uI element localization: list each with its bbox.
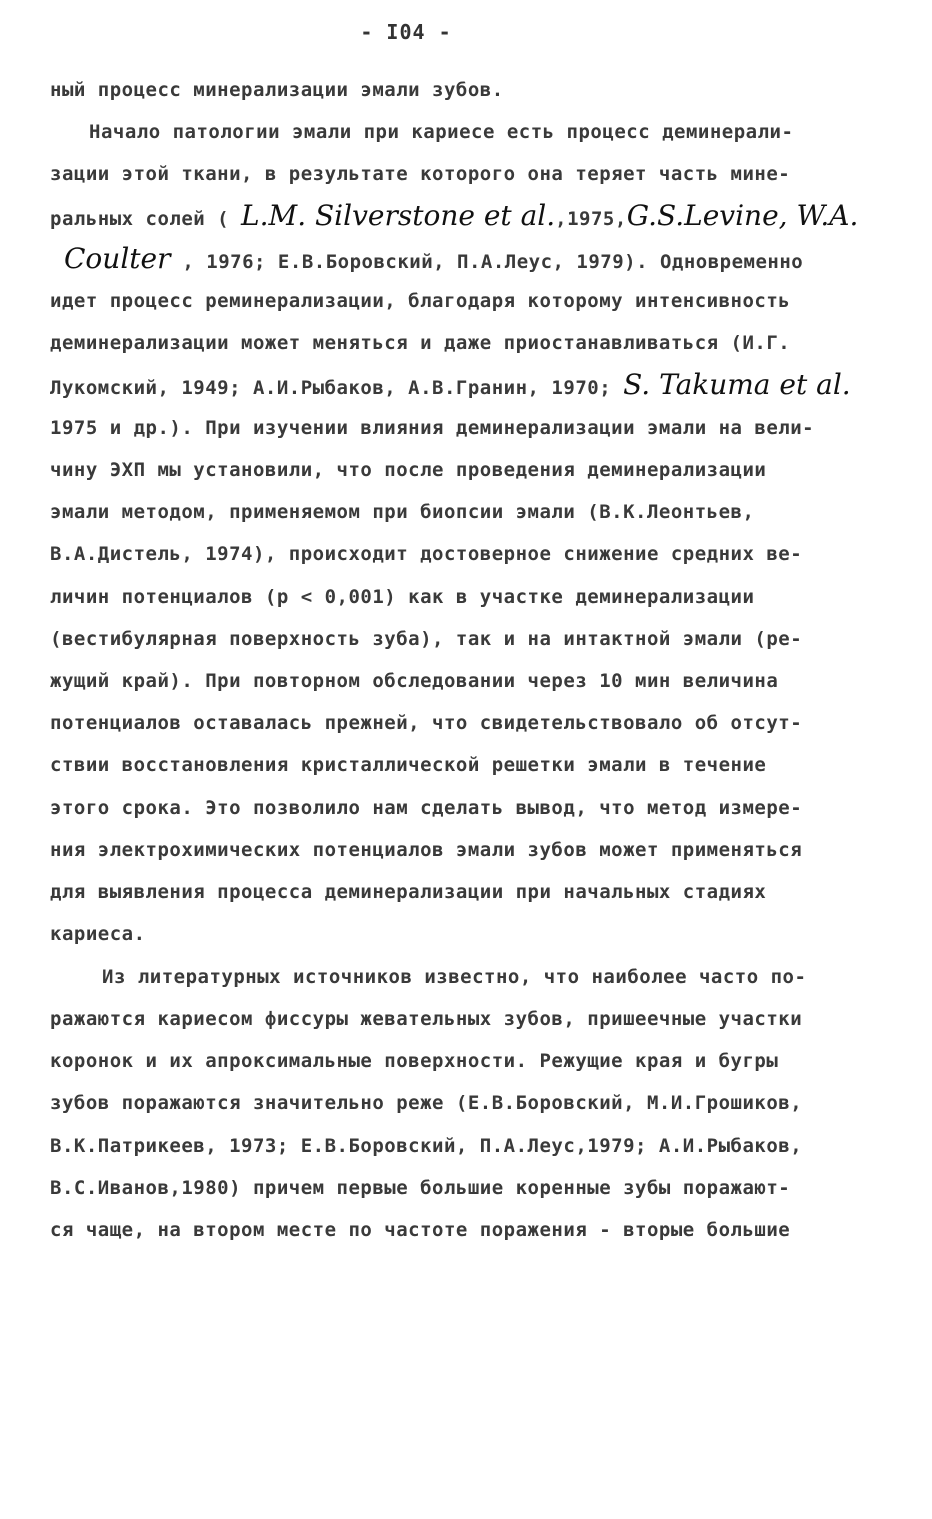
- text-span: деминерализации может меняться и даже приостанавливаться (И.Г.: [50, 332, 791, 354]
- text-span: (вестибулярная поверхность зуба), так и на интактной эмали (ре-: [50, 628, 803, 650]
- page-number: - I04 -: [360, 20, 452, 44]
- handwritten-citation: S. Takuma et al.: [623, 368, 851, 401]
- text-line: [89, 120, 793, 144]
- text-span: ния электрохимических потенциалов эмали зубов может применяться: [50, 839, 803, 861]
- text-span: зации этой ткани, в результате которого она теряет часть мине-: [50, 163, 791, 185]
- text-line: [50, 368, 851, 401]
- text-line: [50, 627, 802, 651]
- text-span: 1975 и др.). При изучении влияния деминерализации эмали на вели-: [50, 417, 815, 439]
- text-line: [50, 1134, 802, 1158]
- text-line: [50, 1049, 778, 1073]
- text-line: [50, 753, 766, 777]
- handwritten-citation: Coulter: [64, 242, 171, 275]
- text-line: [50, 289, 790, 313]
- text-span: , 1976; Е.В.Боровский, П.А.Леус, 1979). Одновременно: [170, 251, 804, 273]
- text-span: Лукомский, 1949; А.И.Рыбаков, А.В.Гранин, 1970;: [50, 377, 624, 399]
- text-line: [50, 1176, 790, 1200]
- text-line: [50, 331, 790, 355]
- text-line: [50, 500, 754, 524]
- text-line: [50, 542, 802, 566]
- text-span: для выявления процесса деминерализации при начальных стадиях: [50, 881, 767, 903]
- text-line: [50, 838, 802, 862]
- text-span: эмали методом, применяемом при биопсии эмали (В.К.Леонтьев,: [50, 501, 755, 523]
- text-line: [50, 458, 766, 482]
- text-span: ,1975,: [555, 208, 627, 230]
- text-line: [50, 585, 754, 609]
- text-span: кариеса.: [50, 923, 146, 945]
- text-span: ражаются кариесом фиссуры жевательных зубов, пришеечные участки: [50, 1008, 803, 1030]
- text-line: [50, 796, 802, 820]
- text-line: [50, 880, 766, 904]
- text-span: В.А.Дистель, 1974), происходит достоверное снижение средних ве-: [50, 543, 803, 565]
- handwritten-citation: G.S.Levine, W.A.: [626, 199, 859, 232]
- handwritten-citation: L.M. Silverstone et al.: [241, 199, 556, 232]
- text-span: ствии восстановления кристаллической решетки эмали в течение: [50, 754, 767, 776]
- text-line: [50, 78, 504, 102]
- text-span: коронок и их апроксимальные поверхности. Режущие края и бугры: [50, 1050, 779, 1072]
- text-line: [50, 669, 778, 693]
- text-span: чину ЭХП мы установили, что после проведения деминерализации: [50, 459, 767, 481]
- text-span: зубов поражаются значительно реже (Е.В.Боровский, М.И.Грошиков,: [50, 1092, 803, 1114]
- text-span: жущий край). При повторном обследовании через 10 мин величина: [50, 670, 779, 692]
- text-span: В.К.Патрикеев, 1973; Е.В.Боровский, П.А.Леус,1979; А.И.Рыбаков,: [50, 1135, 803, 1157]
- text-span: Из литературных источников известно, что наиболее часто по-: [102, 966, 807, 988]
- text-span: потенциалов оставалась прежней, что свидетельствовало об отсут-: [50, 712, 803, 734]
- text-line: [50, 416, 814, 440]
- text-line: [50, 1007, 802, 1031]
- text-line: [50, 1218, 790, 1242]
- text-span: В.С.Иванов,1980) причем первые большие коренные зубы поражают-: [50, 1177, 791, 1199]
- text-span: ся чаще, на втором месте по частоте поражения - вторые большие: [50, 1219, 791, 1241]
- text-span: Начало патологии эмали при кариесе есть процесс деминерали-: [89, 121, 794, 143]
- text-line: [50, 1091, 802, 1115]
- text-line: [64, 242, 804, 275]
- text-line: [102, 965, 806, 989]
- text-line: [50, 922, 146, 946]
- text-line: [50, 711, 802, 735]
- text-span: идет процесс реминерализации, благодаря которому интенсивность: [50, 290, 791, 312]
- text-span: этого срока. Это позволило нам сделать вывод, что метод измере-: [50, 797, 803, 819]
- text-line: [50, 162, 790, 186]
- text-line: [50, 199, 859, 232]
- text-span: личин потенциалов (р < 0,001) как в участке деминерализации: [50, 586, 755, 608]
- text-span: ральных солей (: [50, 208, 242, 230]
- text-span: ный процесс минерализации эмали зубов.: [50, 79, 504, 101]
